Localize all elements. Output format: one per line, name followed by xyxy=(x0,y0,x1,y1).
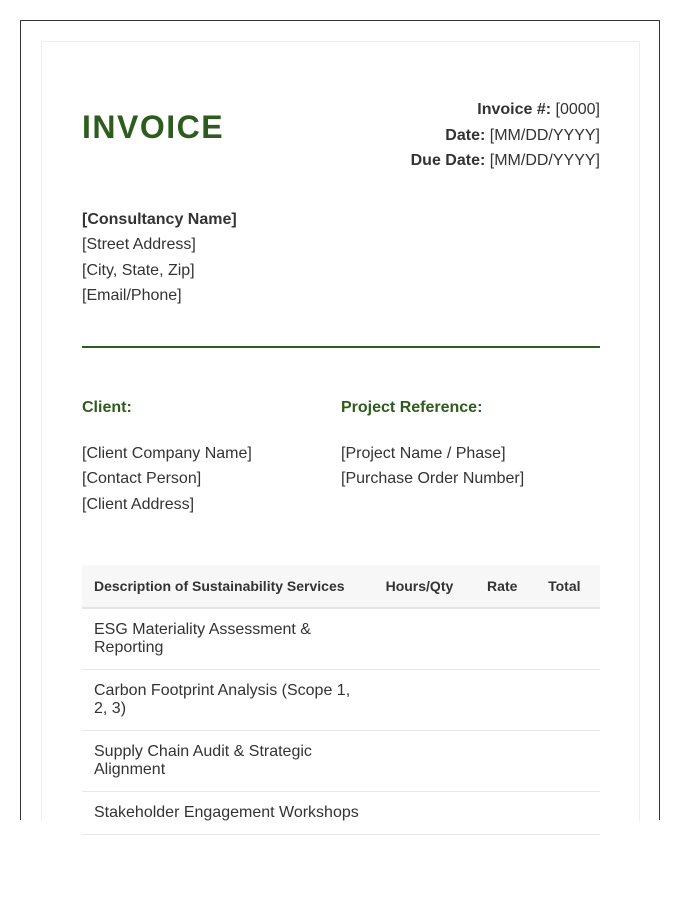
client-contact-person: [Contact Person] xyxy=(82,470,202,487)
client-block xyxy=(82,398,341,518)
client-heading: Client: xyxy=(82,398,132,416)
invoice-due-date-label: Due Date: xyxy=(410,152,486,169)
service-rate xyxy=(475,608,536,670)
service-description: Supply Chain Audit & Strategic Alignment xyxy=(82,731,374,792)
table-header-row xyxy=(82,565,600,608)
service-rate xyxy=(475,670,536,731)
client-address: [Client Address] xyxy=(82,495,195,513)
email-phone: [Email/Phone] xyxy=(82,287,182,304)
table-row xyxy=(82,731,600,792)
client-company-name: [Client Company Name] xyxy=(82,444,252,462)
invoice-date-line xyxy=(411,123,600,149)
service-total xyxy=(536,670,600,731)
invoice-date-value: [MM/DD/YYYY] xyxy=(489,126,600,144)
invoice-number-line xyxy=(411,97,600,123)
service-description: Carbon Footprint Analysis (Scope 1, 2, 3) xyxy=(82,670,374,731)
city-state-zip: [City, State, Zip] xyxy=(82,261,195,279)
invoice-header xyxy=(82,95,600,174)
column-header-rate: Rate xyxy=(475,565,536,608)
service-total xyxy=(536,608,600,670)
invoice-date-label: Date: xyxy=(445,126,486,144)
service-total xyxy=(536,792,600,835)
service-description: Stakeholder Engagement Workshops xyxy=(82,792,374,835)
service-rate xyxy=(475,792,536,835)
invoice-due-date-line xyxy=(411,148,600,174)
column-header-description: Description of Sustainability Services xyxy=(82,565,374,608)
invoice-due-date-value: [MM/DD/YYYY] xyxy=(489,152,600,169)
services-table xyxy=(82,565,600,835)
invoice-content xyxy=(82,95,600,835)
consultancy-name: [Consultancy Name] xyxy=(82,210,237,228)
purchase-order-number: [Purchase Order Number] xyxy=(341,470,525,487)
service-hours xyxy=(374,608,475,670)
table-row xyxy=(82,608,600,670)
service-total xyxy=(536,731,600,792)
section-divider xyxy=(82,346,600,348)
parties-section xyxy=(82,398,600,518)
service-hours xyxy=(374,670,475,731)
service-hours xyxy=(374,792,475,835)
project-heading: Project Reference: xyxy=(341,398,483,416)
invoice-meta xyxy=(411,97,600,174)
column-header-hours: Hours/Qty xyxy=(374,565,475,608)
table-row xyxy=(82,792,600,835)
project-block xyxy=(341,398,600,518)
service-description: ESG Materiality Assessment & Reporting xyxy=(82,608,374,670)
issuer-block xyxy=(82,207,600,309)
project-name: [Project Name / Phase] xyxy=(341,444,506,462)
invoice-title: INVOICE xyxy=(82,109,225,145)
invoice-number-value: [0000] xyxy=(555,101,600,118)
invoice-number-label: Invoice #: xyxy=(477,101,552,118)
service-hours xyxy=(374,731,475,792)
street-address: [Street Address] xyxy=(82,236,196,253)
service-rate xyxy=(475,731,536,792)
table-row xyxy=(82,670,600,731)
column-header-total: Total xyxy=(536,565,600,608)
